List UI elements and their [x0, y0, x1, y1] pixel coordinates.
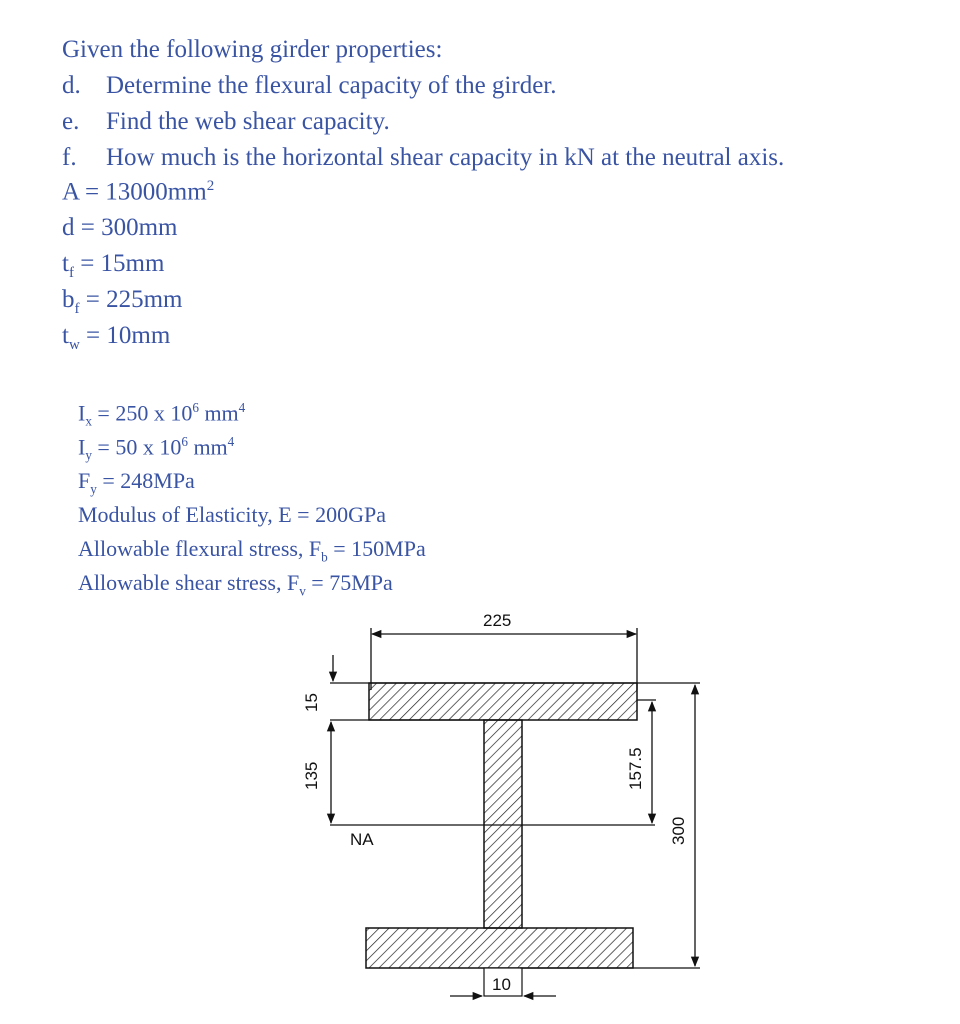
prop-allowable-shear: Allowable shear stress, $F_v = 75MPa$ — [78, 570, 393, 599]
prop-fy: $F_y = 248MPa$ — [78, 468, 195, 497]
item-label: e. — [62, 108, 80, 135]
prop-web-thickness: $t_w = 10mm$ — [62, 322, 171, 353]
item-text: Determine the flexural capacity of the girder. — [106, 72, 557, 99]
top-flange — [369, 683, 637, 720]
item-text: Find the web shear capacity. — [106, 108, 390, 135]
prop-ix: $I_x = 250$ x $10^6$ $mm^4$ — [78, 400, 246, 429]
dimension-flange-label: 15 — [302, 693, 321, 712]
web — [484, 720, 522, 928]
dimension-depth-label: 300 — [669, 816, 688, 845]
prop-allowable-flexural: Allowable flexural stress, $F_b = 150MPa$ — [78, 536, 426, 565]
width-dimension — [371, 628, 637, 690]
prop-area: $A = 13000mm^2$ — [62, 178, 215, 206]
item-label: f. — [62, 144, 77, 171]
prop-modulus: Modulus of Elasticity, E = 200GPa — [78, 502, 386, 527]
dimension-width-label: 225 — [483, 611, 512, 630]
prop-flange-thickness: $t_f = 15mm$ — [62, 250, 165, 281]
dimension-135-label: 135 — [302, 761, 321, 790]
dimension-web-label: 10 — [492, 975, 511, 994]
bottom-flange — [366, 928, 633, 968]
question-intro: Given the following girder properties: — [62, 36, 443, 63]
neutral-axis-label: NA — [350, 830, 374, 849]
item-label: d. — [62, 72, 81, 99]
item-text: How much is the horizontal shear capacity in kN at the neutral axis. — [106, 144, 785, 171]
prop-flange-width: $b_f = 225mm$ — [62, 286, 183, 317]
prop-depth: d = 300mm — [62, 214, 178, 241]
prop-iy: $I_y = 50$ x $10^6$ $mm^4$ — [78, 434, 235, 463]
dimension-157-5-label: 157.5 — [626, 747, 645, 790]
